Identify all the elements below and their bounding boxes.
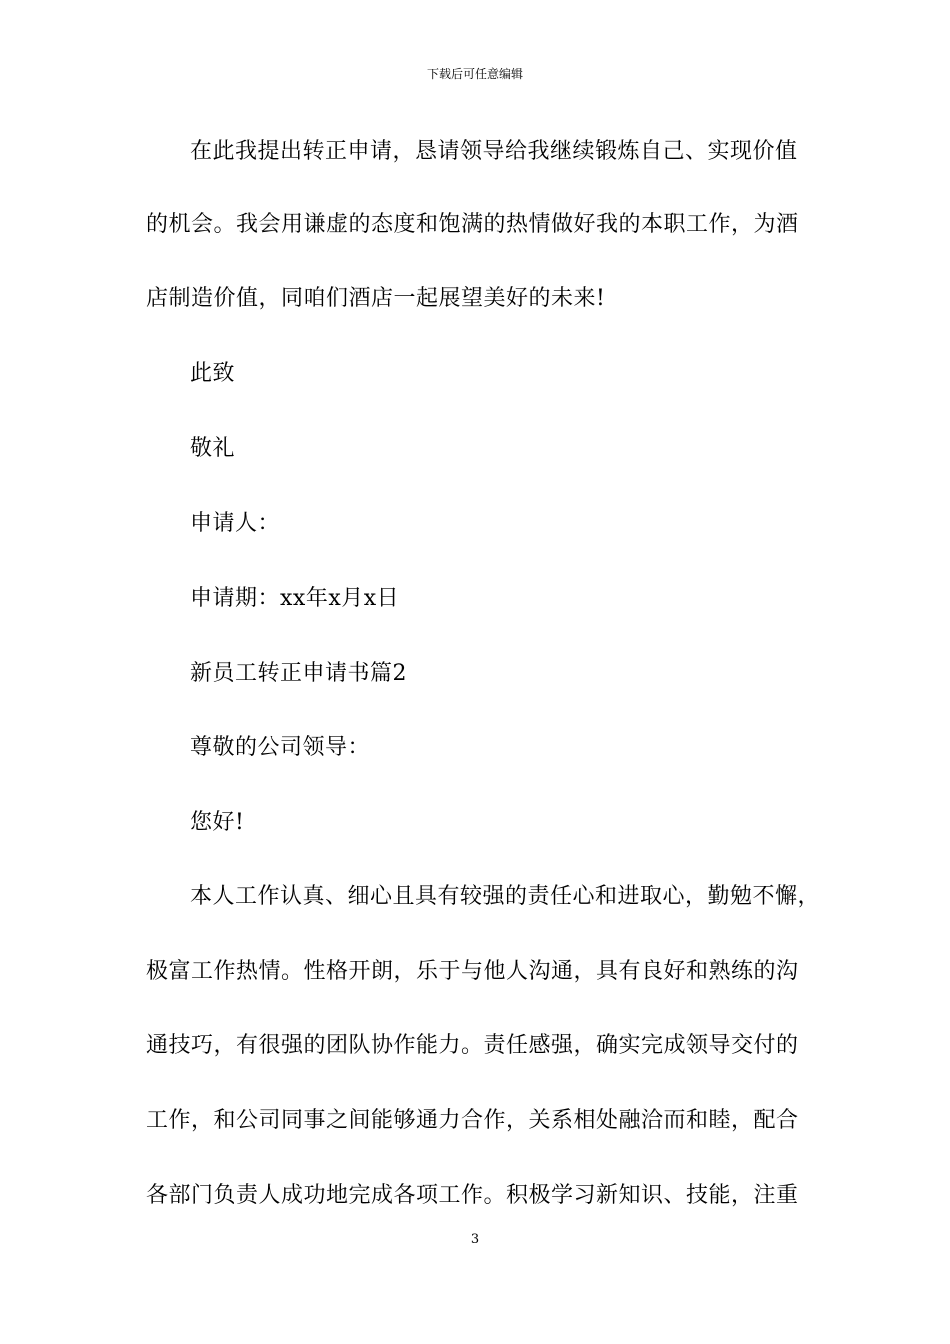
- greeting: 您好!: [190, 810, 245, 835]
- applicant-label: 申请人：: [190, 511, 281, 536]
- paragraph-line: 在此我提出转正申请，恳请领导给我继续锻炼自己、实现价值: [190, 139, 798, 164]
- paragraph-line: 的机会。我会用谦虚的态度和饱满的热情做好我的本职工作，为酒: [146, 212, 799, 237]
- addressee: 尊敬的公司领导：: [190, 735, 371, 760]
- paragraph-line: 工作，和公司同事之间能够通力合作，关系相处融洽而和睦，配合: [146, 1108, 799, 1133]
- closing-regards: 敬礼: [190, 436, 236, 461]
- application-date: 申请期：xx年x月x日: [190, 586, 400, 611]
- page-header: 下载后可任意编辑: [426, 67, 523, 81]
- paragraph-line: 通技巧，有很强的团队协作能力。责任感强，确实完成领导交付的: [146, 1033, 799, 1058]
- paragraph-line: 各部门负责人成功地完成各项工作。积极学习新知识、技能，注重: [146, 1183, 799, 1208]
- paragraph-line: 本人工作认真、细心且具有较强的责任心和进取心，勤勉不懈，: [190, 884, 821, 909]
- paragraph-line: 店制造价值，同咱们酒店一起展望美好的未来!: [146, 286, 606, 311]
- page-number: 3: [470, 1232, 480, 1247]
- closing-salutation: 此致: [190, 361, 236, 386]
- section-title: 新员工转正申请书篇2: [190, 661, 407, 686]
- paragraph-line: 极富工作热情。性格开朗，乐于与他人沟通，具有良好和熟练的沟: [146, 959, 799, 984]
